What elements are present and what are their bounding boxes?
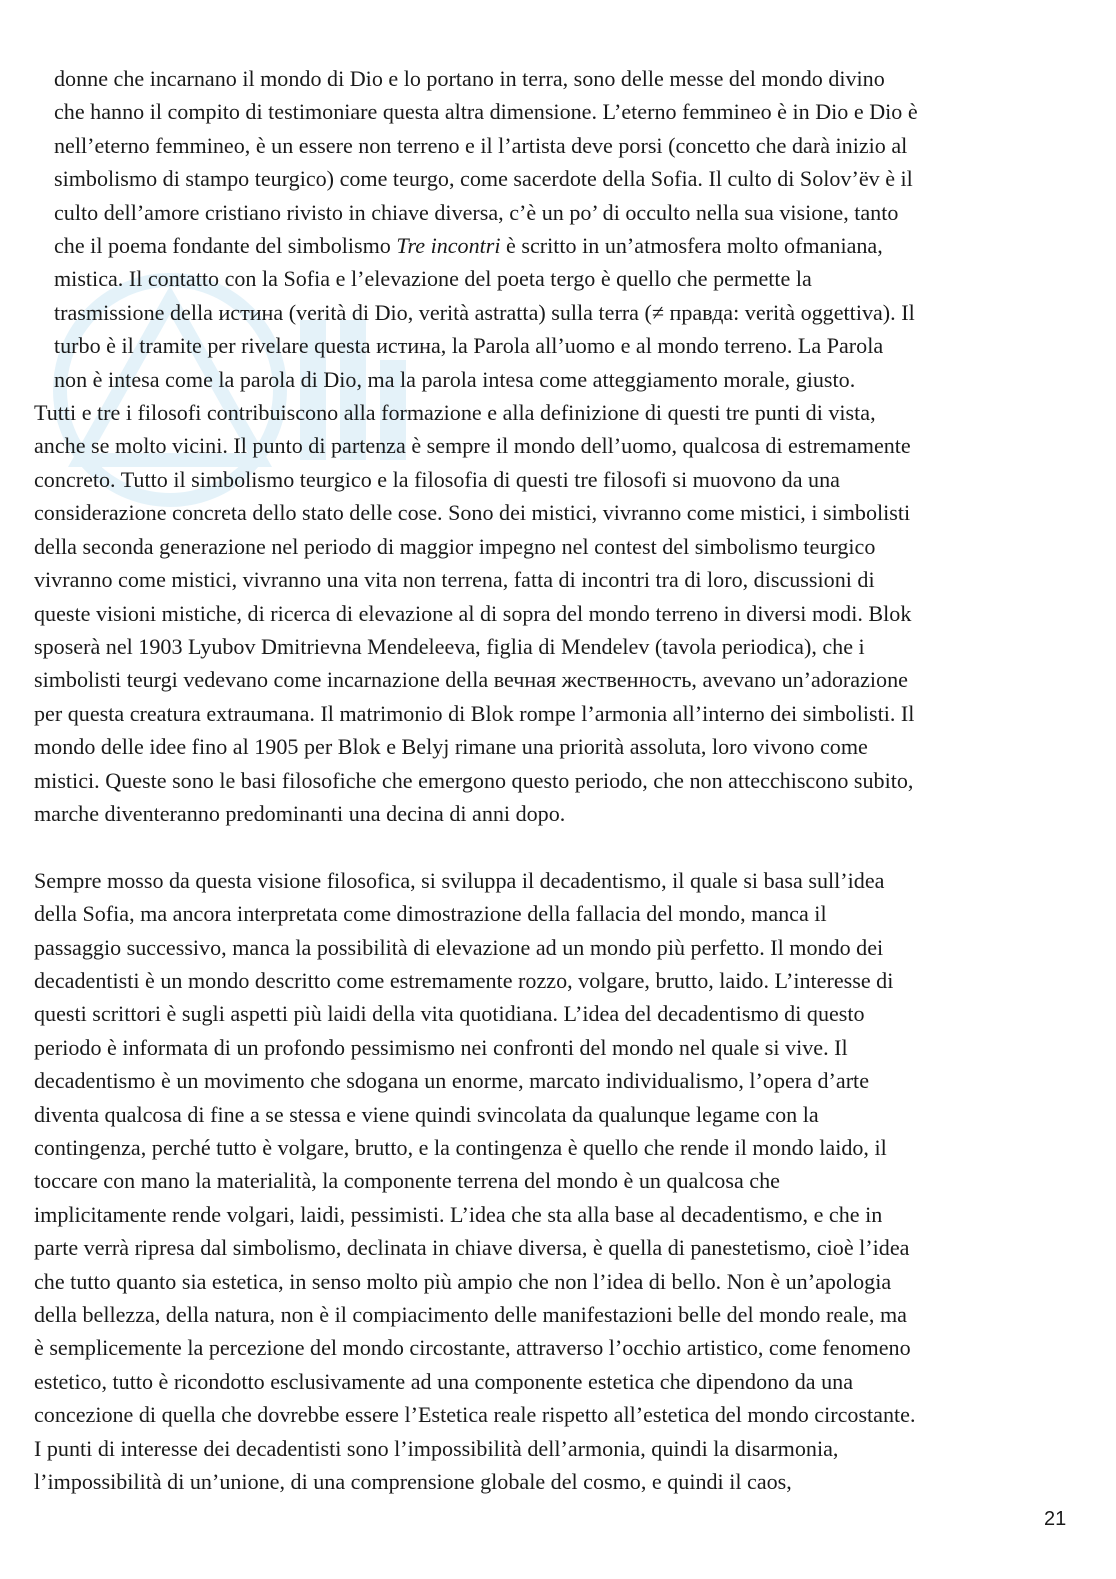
text-line: [34, 1231, 1084, 1264]
text-line: [34, 697, 1084, 730]
text-line: [34, 1432, 1084, 1465]
document-body: [34, 62, 1084, 1498]
text-line: [34, 1331, 1084, 1364]
text-run: donne che incarnano il mondo di Dio e lo portano in terra, sono delle messe del mondo divino: [54, 66, 885, 91]
text-run: culto dell’amore cristiano rivisto in chiave diversa, c’è un po’ di occulto nella sua visione, tanto: [54, 199, 899, 225]
text-run: toccare con mano la materialità, la componente terrena del mondo è un qualcosa che: [34, 1168, 780, 1194]
text-run: simbolisti teurgi vedevano come incarnazione della вечная жественность, avevano un’adorazione: [34, 667, 908, 693]
text-line: [54, 363, 1084, 396]
text-run: decadentismo è un movimento che sdogana un enorme, marcato individualismo, l’opera d’arte: [34, 1068, 869, 1094]
text-line: [54, 129, 1084, 162]
text-line: [34, 1365, 1084, 1398]
text-run: della bellezza, della natura, non è il compiacimento delle manifestazioni belle del mondo reale, ma: [34, 1302, 907, 1328]
text-line: [34, 663, 1084, 696]
text-line: [54, 62, 1084, 95]
text-line: [54, 95, 1084, 128]
text-line: [34, 396, 1084, 429]
text-run: della seconda generazione nel periodo di maggior impegno nel contest del simbolismo teurgico: [34, 533, 876, 559]
text-line: [34, 496, 1084, 529]
paragraph: [34, 62, 1084, 396]
text-run: passaggio successivo, manca la possibilità di elevazione ad un mondo più perfetto. Il mondo dei: [34, 934, 884, 960]
text-line: [34, 1298, 1084, 1331]
text-run: marche diventeranno predominanti una decina di anni dopo.: [34, 800, 566, 826]
text-line: [34, 1465, 1084, 1498]
text-line: [54, 162, 1084, 195]
paragraph: [34, 396, 1084, 830]
text-line: [34, 630, 1084, 663]
text-line: [34, 530, 1084, 563]
text-run: concreto. Tutto il simbolismo teurgico e la filosofia di questi tre filosofi si muovono da una: [34, 466, 840, 492]
text-run: Tutti e tre i filosofi contribuiscono alla formazione e alla definizione di questi tre punti di vista,: [34, 400, 876, 426]
text-line: [34, 764, 1084, 797]
text-line: [34, 597, 1084, 630]
text-run: vivranno come mistici, vivranno una vita non terrena, fatta di incontri tra di loro, discussioni di: [34, 567, 875, 593]
text-line: [34, 1031, 1084, 1064]
text-run: non è intesa come la parola di Dio, ma la parola intesa come atteggiamento morale, giusto.: [54, 366, 856, 392]
text-line: [34, 897, 1084, 930]
text-line: [54, 329, 1084, 362]
text-run: estetico, tutto è ricondotto esclusivamente ad una componente estetica che dipendono da una: [34, 1368, 854, 1394]
text-line: [34, 997, 1084, 1030]
text-run: l’impossibilità di un’unione, di una comprensione globale del cosmo, e quindi il caos,: [34, 1469, 792, 1495]
text-line: [34, 463, 1084, 496]
text-run: simbolismo di stampo teurgico) come teurgo, come sacerdote della Sofia. Il culto di Solov’ëv è il: [54, 166, 913, 192]
text-run: Sempre mosso da questa visione filosofica, si sviluppa il decadentismo, il quale si basa sull’idea: [34, 867, 885, 893]
text-line: [34, 797, 1084, 830]
text-run: mondo delle idee fino al 1905 per Blok e Belyj rimane una priorità assoluta, loro vivono come: [34, 734, 868, 760]
paragraph: [34, 864, 1084, 1499]
text-line: [34, 964, 1084, 997]
text-run: mistici. Queste sono le basi filosofiche che emergono questo periodo, che non attecchiscono subito,: [34, 767, 914, 793]
text-line: [34, 563, 1084, 596]
text-run: concezione di quella che dovrebbe essere l’Estetica reale rispetto all’estetica del mondo circostante.: [34, 1402, 916, 1428]
text-run: contingenza, perché tutto è volgare, brutto, e la contingenza è quello che rende il mondo laido, il: [34, 1134, 887, 1160]
text-run: che hanno il compito di testimoniare questa altra dimensione. L’eterno femmineo è in Dio e Dio è: [54, 99, 918, 125]
text-run: decadentisti è un mondo descritto come estremamente rozzo, volgare, brutto, laido. L’interesse di: [34, 967, 894, 993]
text-run: per questa creatura extraumana. Il matrimonio di Blok rompe l’armonia all’interno dei simbolisti. Il: [34, 700, 915, 726]
text-line: [54, 229, 1084, 262]
text-run: questi scrittori è sugli aspetti più laidi della vita quotidiana. L’idea del decadentismo di questo: [34, 1001, 865, 1027]
text-line: [34, 1265, 1084, 1298]
page-number: 21: [1044, 1508, 1067, 1530]
text-line: [34, 1131, 1084, 1164]
text-line: [54, 196, 1084, 229]
text-run: turbo è il tramite per rivelare questa истина, la Parola all’uomo e al mondo terreno. La Parola: [54, 333, 884, 359]
text-line: [34, 1198, 1084, 1231]
text-line: [34, 1164, 1084, 1197]
text-run: sposerà nel 1903 Lyubov Dmitrievna Mendeleeva, figlia di Mendelev (tavola periodica), che i: [34, 633, 865, 659]
text-run: queste visioni mistiche, di ricerca di elevazione al di sopra del mondo terreno in diversi modi. Blok: [34, 600, 912, 626]
text-line: [54, 296, 1084, 329]
text-run: mistica. Il contatto con la Sofia e l’elevazione del poeta tergo è quello che permette la: [54, 266, 812, 292]
text-run: nell’eterno femmineo, è un essere non terreno e il l’artista deve porsi (concetto che darà inizio al: [54, 132, 908, 158]
text-line: [34, 730, 1084, 763]
text-line: [34, 429, 1084, 462]
text-line: [34, 931, 1084, 964]
italic-title: Tre incontri: [396, 233, 501, 259]
text-line: [54, 262, 1084, 295]
text-line: [34, 1398, 1084, 1431]
text-run: I punti di interesse dei decadentisti sono l’impossibilità dell’armonia, quindi la disarmonia,: [34, 1435, 839, 1461]
text-run: è scritto in un’atmosfera molto ofmaniana,: [500, 233, 883, 259]
text-run: trasmissione della истина (verità di Dio, verità astratta) sulla terra (≠ правда: verità oggettiva). Il: [54, 299, 915, 325]
text-run: che tutto quanto sia estetica, in senso molto più ampio che non l’idea di bello. Non è un’apologia: [34, 1268, 892, 1294]
text-run: implicitamente rende volgari, laidi, pessimisti. L’idea che sta alla base al decadentismo, e che in: [34, 1201, 883, 1227]
text-line: [34, 1064, 1084, 1097]
text-run: diventa qualcosa di fine a se stessa e viene quindi svincolata da qualunque legame con la: [34, 1101, 819, 1127]
text-run: è semplicemente la percezione del mondo circostante, attraverso l’occhio artistico, come fenomeno: [34, 1335, 911, 1361]
text-line: [34, 1098, 1084, 1131]
text-line: [34, 864, 1084, 897]
text-run: parte verrà ripresa dal simbolismo, declinata in chiave diversa, è quella di panestetismo, cioè l’idea: [34, 1235, 910, 1261]
text-run: periodo è informata di un profondo pessimismo nei confronti del mondo nel quale si vive. Il: [34, 1034, 848, 1060]
text-run: che il poema fondante del simbolismo: [54, 233, 397, 259]
text-run: anche se molto vicini. Il punto di partenza è sempre il mondo dell’uomo, qualcosa di estremamente: [34, 433, 911, 459]
text-run: considerazione concreta dello stato delle cose. Sono dei mistici, vivranno come mistici, i simbolisti: [34, 500, 911, 526]
text-run: della Sofia, ma ancora interpretata come dimostrazione della fallacia del mondo, manca il: [34, 901, 827, 927]
